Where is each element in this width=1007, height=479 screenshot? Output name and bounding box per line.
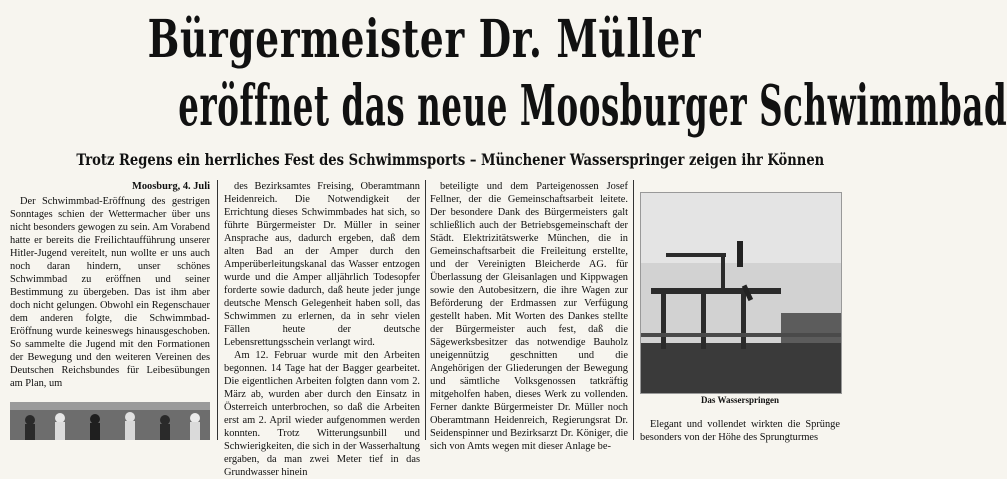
- column-3-text: beteiligte und dem Parteigenossen Josef Fellner, der die Gemeinschaftsarbeit leitete. Der besondere Dank des Bürgermeisters galt schließlich auch der Betriebsgemeinschaft der Städt. Elektrizitätswerke München, die in Gemeinschaftsarbeit die Freileitung erstellte, und der Vereinigten Bleicherde AG. für Überlassung der Gleisanlagen und Kippwagen sowie den Autobesitzern, die ihre Wagen zur Beförderung der Erdmassen zur Verfügung gestellt haben. Mit Worten des Dankes stellte der Bürgermeister auch fest, daß die Sägewerksbesitzer das notwendige Bauholz uneigennützig geschnitten und die Angehörigen der Gliederungen der Bewegung und sämtliche Volksgenossen tatkräftig mitgeholfen haben, dieses Werk zu vollenden. Ferner dankte Bürgermeister Dr. Müller noch Oberamtmann Heidenreich, Regierungsrat Dr. Seidenspinner und Bezirksarzt Dr. Königer, die sich von Amts wegen mit dieser Anlage be-: [430, 181, 628, 452]
- article-column-4: [640, 418, 840, 444]
- column-2-text-b: Am 12. Februar wurde mit den Arbeiten begonnen. 14 Tage hat der Bagger gearbeitet. Die eigentlichen Arbeiten folgten dann vom 2. März ab, wurden aber durch den Einsatz in Österreich unterbrochen, so daß die Arbeiten erst am 2. April wieder aufgenommen werden konnten. Trotz Witterungsunbill und Schwierigkeiten, die sich in der Wasserhaltung ergaben, da man zwei Meter tief in das Grundwasser hinein: [224, 350, 420, 478]
- article-column-1: [10, 180, 210, 400]
- column-rule: [425, 180, 426, 440]
- column-rule: [633, 180, 634, 440]
- article-column-2: [224, 180, 420, 478]
- column-4-text: Elegant und vollendet wirkten die Sprünge besonders von der Höhe des Sprungturmes: [640, 419, 840, 443]
- subheadline: Trotz Regens ein herrliches Fest des Schwimmsports – Münchener Wasserspringer zeigen ihr Können: [76, 150, 825, 169]
- column-2-text-a: des Bezirksamtes Freising, Oberamtmann Heidenreich. Die Notwendigkeit der Errichtung dieses Schwimmbades hat sich, so führte Bürgermeister Dr. Müller in seiner Ansprache aus, dadurch ergeben, daß dem alten Bad an der Amper durch den Amperüberleitungskanal das Wasser entzogen wurde und die Amper alljährlich Todesopfer forderte sowie dadurch, daß heute jeder junge deutsche Mensch Gelegenheit haben soll, das Schwimmen zu erlernen, da in sehr vielen Fällen heute der deutsche Lebensrettungsschein verlangt wird.: [224, 181, 420, 348]
- photo-caption: Das Wasserspringen: [700, 395, 780, 405]
- diving-tower-photo: [640, 192, 842, 394]
- headline-line-2: eröffnet das neue Moosburger Schwimmbad: [178, 73, 1007, 139]
- article-column-3: [430, 180, 628, 452]
- dateline: Moosburg, 4. Juli: [132, 181, 210, 192]
- column-rule: [217, 180, 218, 440]
- crowd-photo: [10, 402, 210, 440]
- column-1-text: Der Schwimmbad-Eröffnung des gestrigen Sonntages schien der Wettermacher über uns nicht besonders gewogen zu sein. Am Vorabend hatte er bereits die Freilichtaufführung unserer Hitler-Jugend vereitelt, nun wollte er uns auch noch daran hindern, unser schönes Schwimmbad zu eröffnen und seiner Bestimmung zu übergeben. Das ist ihm aber doch nicht gelungen. Obwohl ein Regenschauer dem anderen folgte, die Schwimmbad-Eröffnung wurde keineswegs hinausgeschoben. So sammelte die Jugend mit den Formationen der Bewegung und den weiteren Vereinen des Deutschen Reichsbundes für Leibesübungen am Plan, um: [10, 196, 210, 389]
- headline-line-1: Bürgermeister Dr. Müller: [147, 9, 702, 70]
